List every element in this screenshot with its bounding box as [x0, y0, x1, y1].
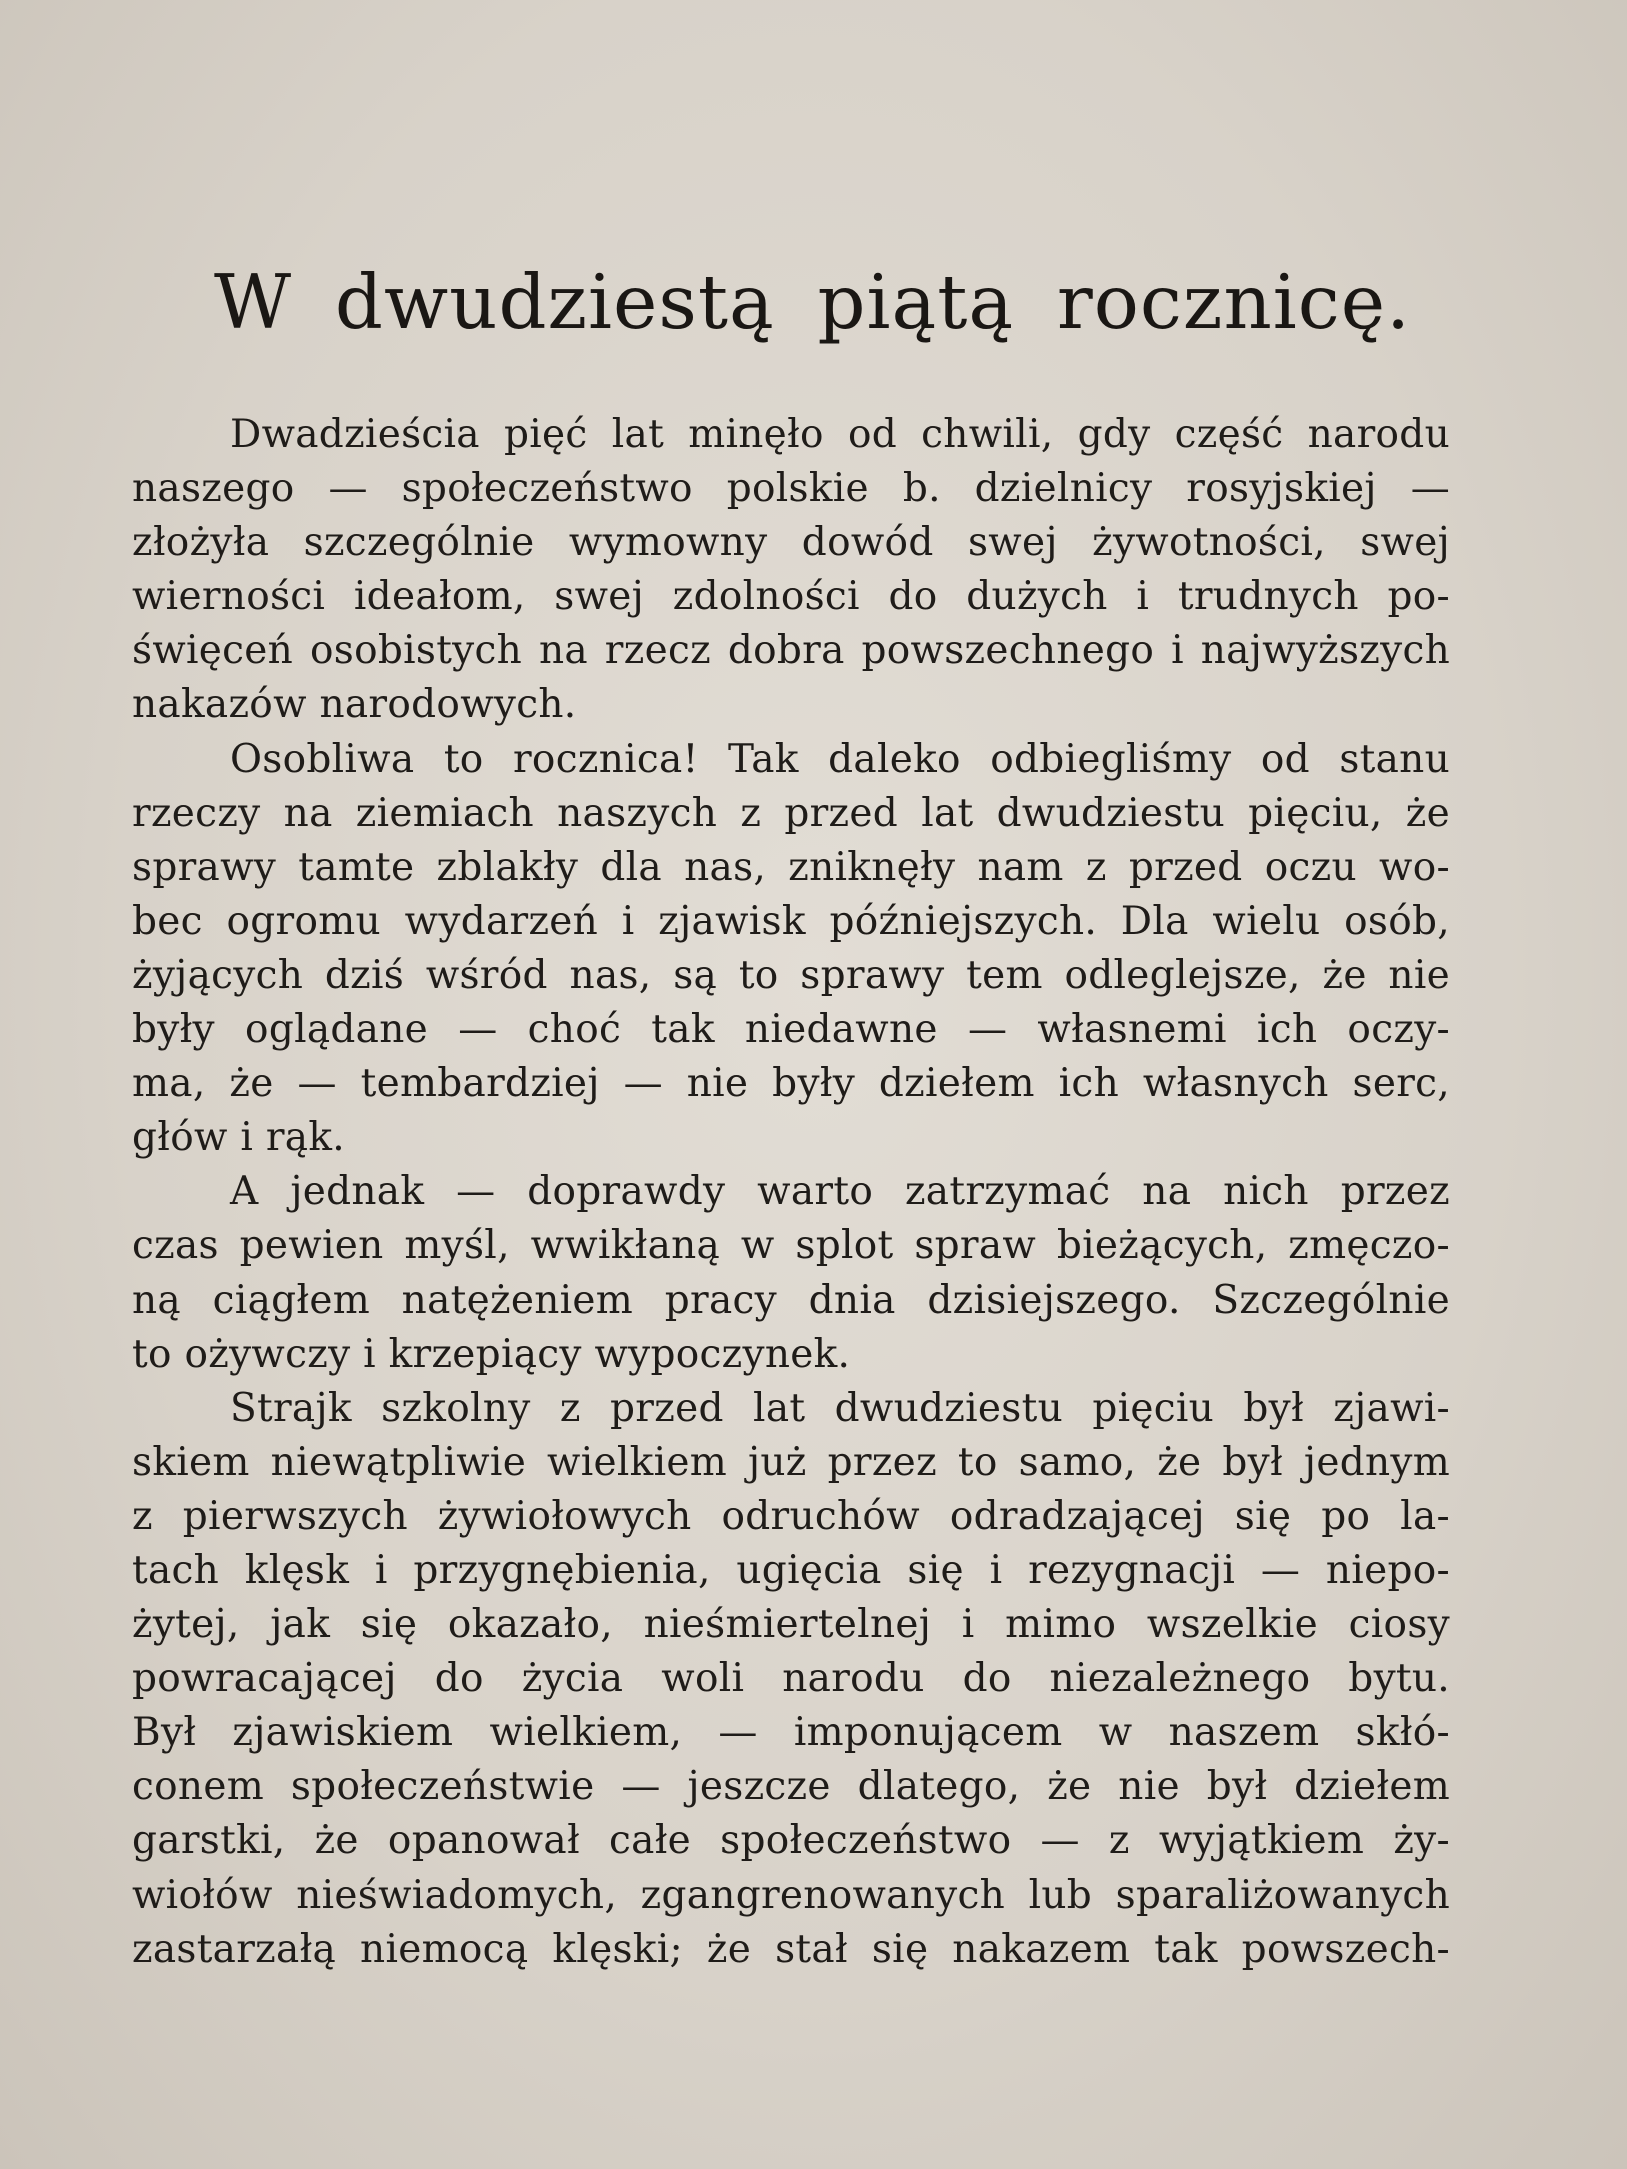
text-line: nakazów narodowych.: [132, 682, 577, 728]
text-line: głów i rąk.: [132, 1115, 345, 1161]
text-line: wiołów nieświadomych, zgangrenowanych lub sparaliżowanych: [132, 1872, 1450, 1918]
text-line: garstki, że opanował całe społeczeństwo — z wyjątkiem ży-: [132, 1818, 1450, 1864]
text-line: tach klęsk i przygnębienia, ugięcia się i rezygnacji — niepo-: [132, 1547, 1450, 1593]
text-line: conem społeczeństwie — jeszcze dlatego, że nie był dziełem: [132, 1764, 1450, 1810]
text-line: Był zjawiskiem wielkiem, — imponującem w naszem skłó-: [132, 1710, 1450, 1756]
text-line: wierności ideałom, swej zdolności do dużych i trudnych po-: [132, 574, 1450, 620]
text-line: ma, że — tembardziej — nie były dziełem ich własnych serc,: [132, 1061, 1450, 1107]
text-line: żytej, jak się okazało, nieśmiertelnej i mimo wszelkie ciosy: [132, 1602, 1450, 1648]
text-line: bec ogromu wydarzeń i zjawisk późniejszych. Dla wielu osób,: [132, 898, 1450, 944]
text-line: z pierwszych żywiołowych odruchów odradzającej się po la-: [132, 1493, 1450, 1539]
text-line: sprawy tamte zblakły dla nas, zniknęły nam z przed oczu wo-: [132, 844, 1450, 890]
chapter-title: W dwudziestą piątą rocznicę.: [214, 258, 1411, 346]
body-text: [132, 408, 1450, 1977]
text-line: powracającej do życia woli narodu do niezależnego bytu.: [132, 1656, 1450, 1702]
text-line: A jednak — doprawdy warto zatrzymać na nich przez: [230, 1169, 1450, 1215]
text-line: święceń osobistych na rzecz dobra powszechnego i najwyższych: [132, 628, 1450, 674]
text-line: zastarzałą niemocą klęski; że stał się nakazem tak powszech-: [132, 1926, 1450, 1972]
text-line: naszego — społeczeństwo polskie b. dzielnicy rosyjskiej —: [132, 466, 1450, 512]
text-line: skiem niewątpliwie wielkiem już przez to samo, że był jednym: [132, 1439, 1450, 1485]
text-line: rzeczy na ziemiach naszych z przed lat dwudziestu pięciu, że: [132, 790, 1450, 836]
text-line: ną ciągłem natężeniem pracy dnia dzisiejszego. Szczególnie: [132, 1277, 1450, 1323]
text-line: czas pewien myśl, wwikłaną w splot spraw bieżących, zmęczo-: [132, 1223, 1450, 1269]
text-line: złożyła szczególnie wymowny dowód swej żywotności, swej: [132, 520, 1450, 566]
text-line: Strajk szkolny z przed lat dwudziestu pięciu był zjawi-: [230, 1385, 1450, 1431]
text-line: były oglądane — choć tak niedawne — własnemi ich oczy-: [132, 1007, 1450, 1053]
text-line: Dwadzieścia pięć lat minęło od chwili, gdy część narodu: [230, 412, 1450, 457]
text-line: Osobliwa to rocznica! Tak daleko odbiegliśmy od stanu: [230, 736, 1450, 782]
text-line: to ożywczy i krzepiący wypoczynek.: [132, 1331, 851, 1377]
text-line: żyjących dziś wśród nas, są to sprawy tem odleglejsze, że nie: [132, 952, 1450, 998]
